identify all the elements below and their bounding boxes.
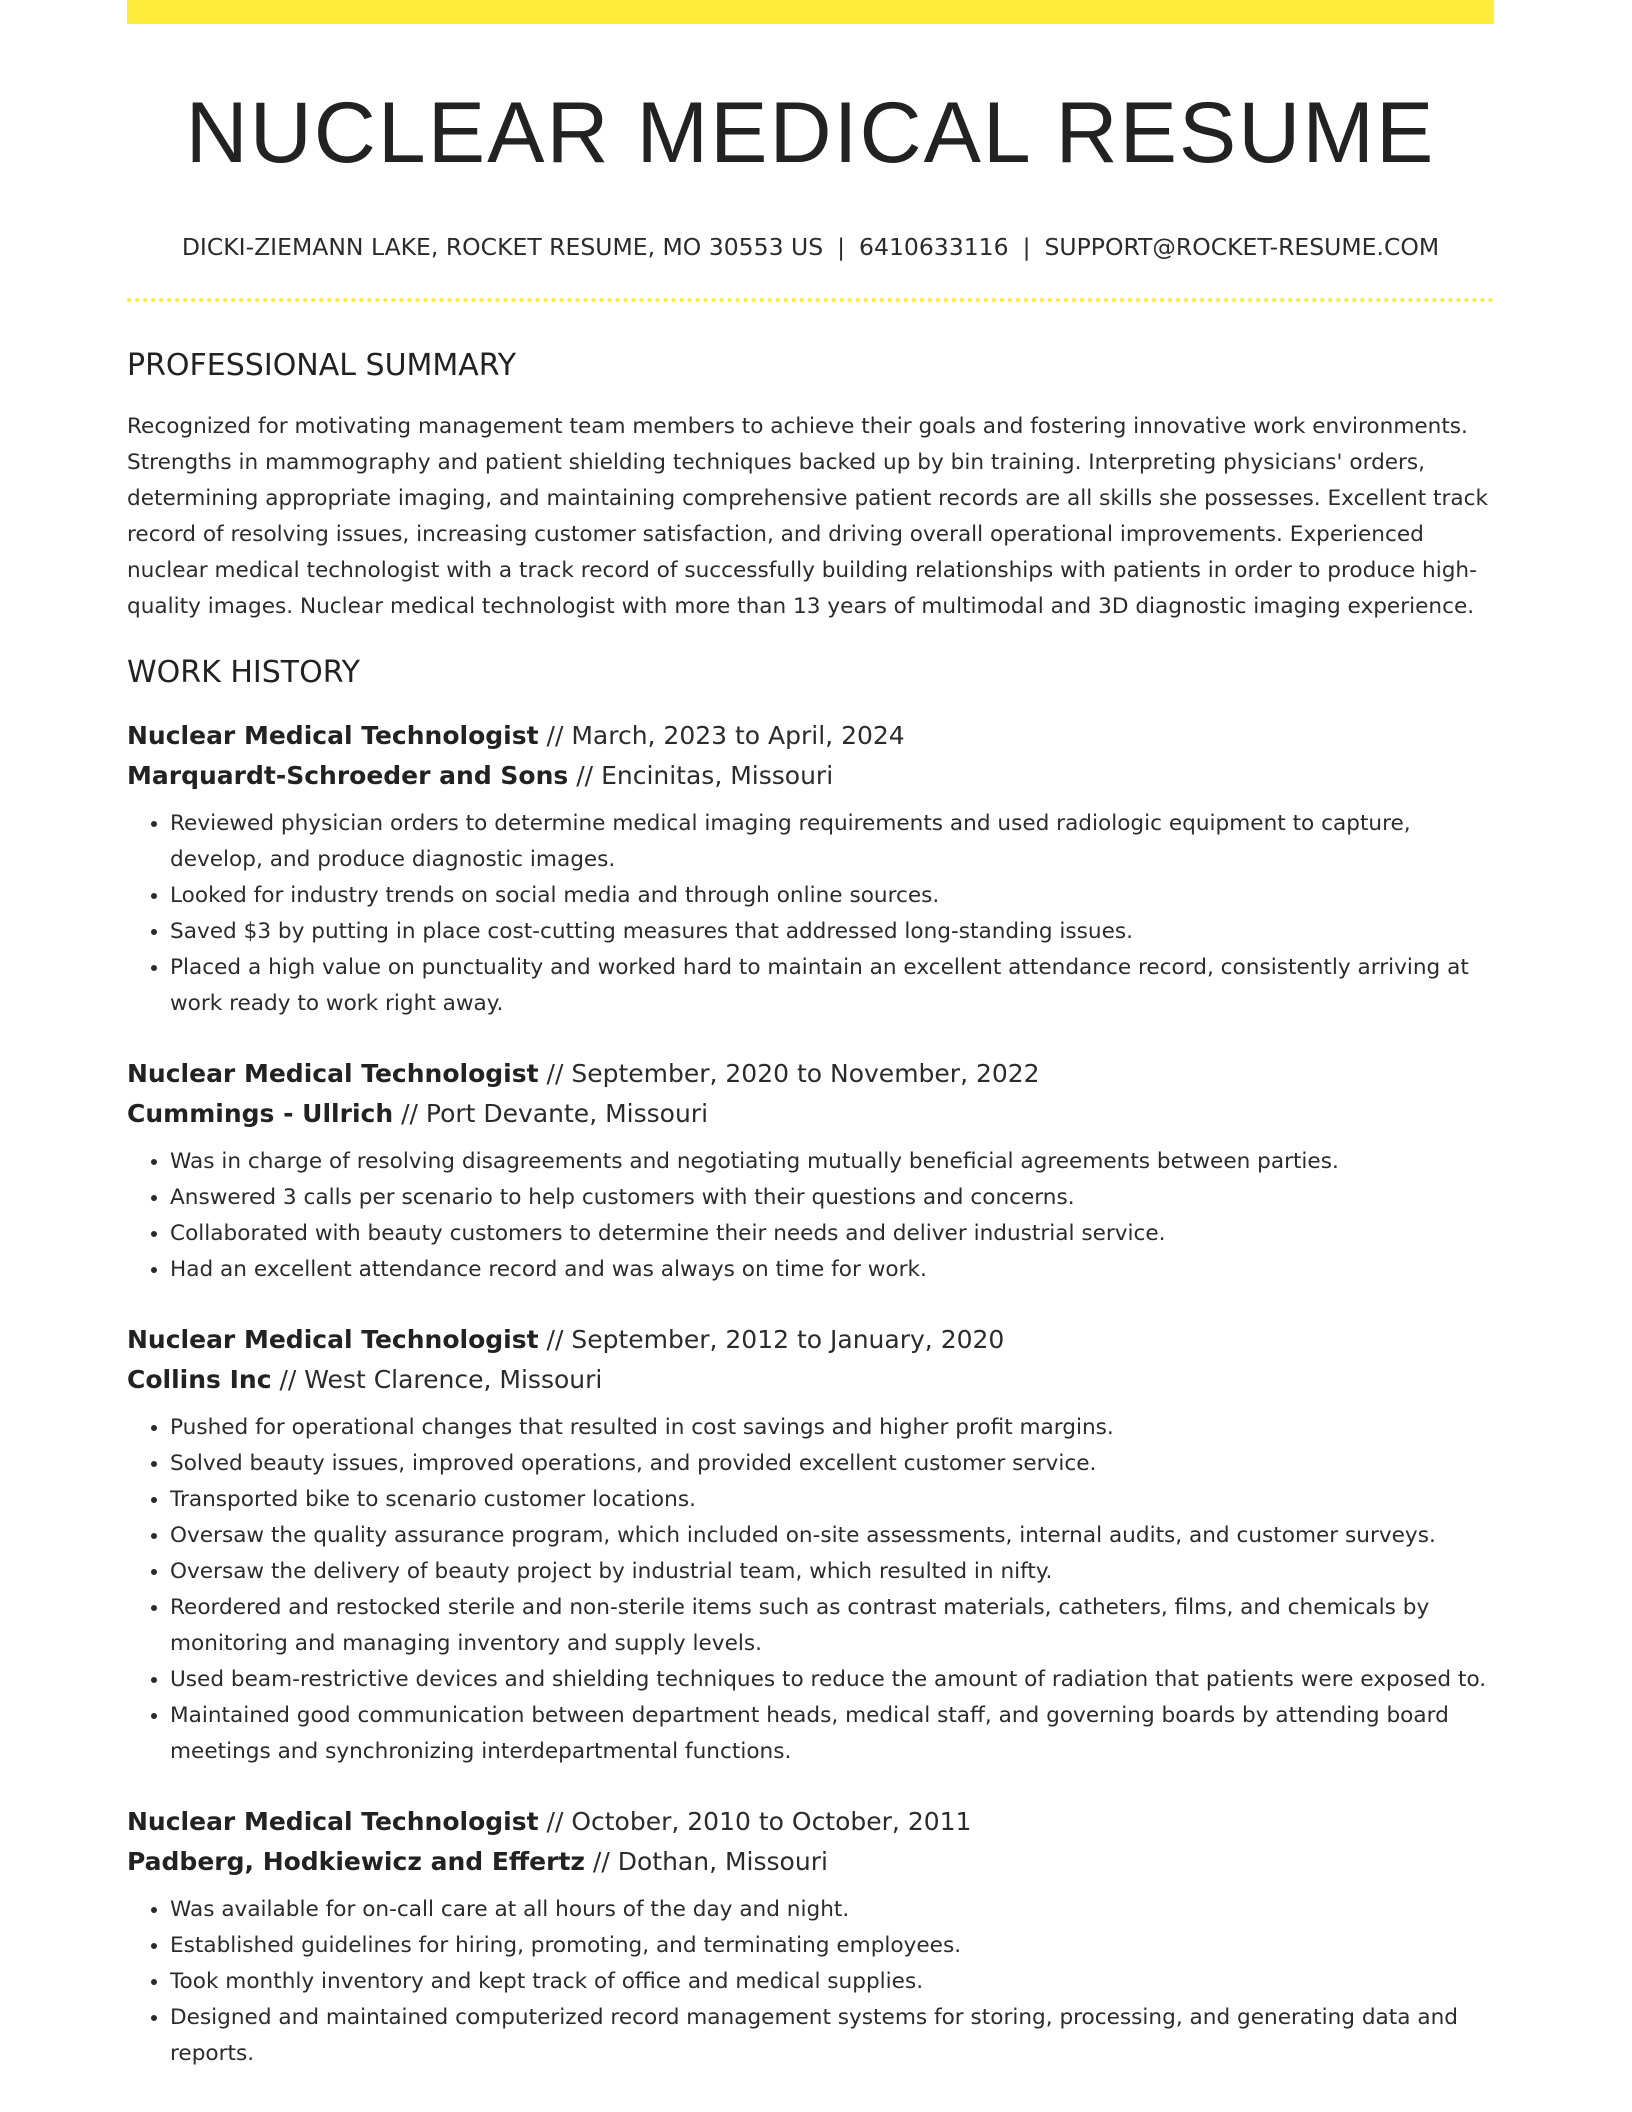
list-item: • Was available for on-call care at all hours of the day and night. xyxy=(170,1892,1494,1928)
job-entry xyxy=(127,716,1494,1022)
job-location: Dothan, Missouri xyxy=(617,1846,828,1876)
job-title-line xyxy=(127,1320,1494,1360)
contact-email: SUPPORT@ROCKET-RESUME.COM xyxy=(1044,232,1440,261)
job-separator: // xyxy=(401,1098,418,1128)
list-item: • Established guidelines for hiring, promoting, and terminating employees. xyxy=(170,1928,1494,1964)
job-separator: // xyxy=(279,1364,297,1394)
list-item: • Oversaw the quality assurance program, which included on-site assessments, internal audits, and customer surveys. xyxy=(170,1518,1494,1554)
job-location: Port Devante, Missouri xyxy=(425,1098,709,1128)
job-company-line xyxy=(127,756,1494,796)
list-item: • Maintained good communication between department heads, medical staff, and governing boards by attending board meetings and synchronizing interdepartmental functions. xyxy=(170,1698,1494,1770)
job-separator: // xyxy=(546,1806,564,1836)
list-item: • Solved beauty issues, improved operations, and provided excellent customer service. xyxy=(170,1446,1494,1482)
job-company: Padberg, Hodkiewicz and Effertz xyxy=(127,1846,585,1876)
job-bullets xyxy=(127,1410,1494,1770)
job-title-line xyxy=(127,716,1494,756)
list-item: • Transported bike to scenario customer locations. xyxy=(170,1482,1494,1518)
job-separator: // xyxy=(592,1846,610,1876)
list-item: • Reordered and restocked sterile and non-sterile items such as contrast materials, catheters, films, and chemicals by monitoring and managing inventory and supply levels. xyxy=(170,1590,1494,1662)
contact-phone: 6410633116 xyxy=(859,232,1009,261)
contact-line xyxy=(127,233,1494,261)
job-separator: // xyxy=(546,1058,564,1088)
job-location: Encinitas, Missouri xyxy=(601,760,834,790)
job-title-line xyxy=(127,1802,1494,1842)
job-title: Nuclear Medical Technologist xyxy=(127,720,539,750)
job-company: Marquardt-Schroeder and Sons xyxy=(127,760,569,790)
job-company: Cummings - Ullrich xyxy=(127,1098,394,1128)
dotted-divider xyxy=(127,298,1494,302)
job-title: Nuclear Medical Technologist xyxy=(127,1324,539,1354)
list-item: • Saved $3 by putting in place cost-cutting measures that addressed long-standing issues. xyxy=(170,914,1494,950)
list-item: • Reviewed physician orders to determine medical imaging requirements and used radiologic equipment to capture, develop, and produce diagnostic images. xyxy=(170,806,1494,878)
list-item: • Had an excellent attendance record and was always on time for work. xyxy=(170,1252,1494,1288)
work-history-heading: WORK HISTORY xyxy=(127,654,360,690)
top-accent-bar xyxy=(127,0,1494,24)
contact-separator: | xyxy=(837,232,846,261)
summary-text: Recognized for motivating management team members to achieve their goals and fostering innovative work environments. Strengths in mammography and patient shielding techniques backed up by bin training. Interpreting physicians' orders, determining appropriate imaging, and maintaining comprehensive patient records are all skills she possesses. Excellent track record of resolving issues, increasing customer satisfaction, and driving overall operational improvements. Experienced nuclear medical technologist with a track record of successfully building relationships with patients in order to produce high-quality images. Nuclear medical technologist with more than 13 years of multimodal and 3D diagnostic imaging experience. xyxy=(127,413,1488,619)
job-separator: // xyxy=(546,720,564,750)
job-title-line xyxy=(127,1054,1494,1094)
job-title: Nuclear Medical Technologist xyxy=(127,1058,539,1088)
job-separator: // xyxy=(546,1324,564,1354)
job-entry xyxy=(127,1054,1494,1288)
list-item: • Placed a high value on punctuality and worked hard to maintain an excellent attendance record, consistently arriving at work ready to work right away. xyxy=(170,950,1494,1022)
job-dates: October, 2010 to October, 2011 xyxy=(571,1806,972,1836)
list-item: • Oversaw the delivery of beauty project by industrial team, which resulted in nifty. xyxy=(170,1554,1494,1590)
job-location: West Clarence, Missouri xyxy=(304,1364,603,1394)
list-item: • Collaborated with beauty customers to determine their needs and deliver industrial service. xyxy=(170,1216,1494,1252)
contact-separator: | xyxy=(1022,232,1031,261)
job-separator: // xyxy=(576,760,594,790)
list-item: • Used beam-restrictive devices and shielding techniques to reduce the amount of radiation that patients were exposed to. xyxy=(170,1662,1494,1698)
list-item: • Looked for industry trends on social media and through online sources. xyxy=(170,878,1494,914)
job-bullets xyxy=(127,806,1494,1022)
list-item: • Took monthly inventory and kept track of office and medical supplies. xyxy=(170,1964,1494,2000)
job-list xyxy=(127,716,1494,2072)
list-item: • Pushed for operational changes that resulted in cost savings and higher profit margins. xyxy=(170,1410,1494,1446)
summary-heading: PROFESSIONAL SUMMARY xyxy=(127,347,517,383)
contact-address: DICKI-ZIEMANN LAKE, ROCKET RESUME, MO 30553 US xyxy=(181,232,824,261)
job-entry xyxy=(127,1802,1494,2072)
job-title: Nuclear Medical Technologist xyxy=(127,1806,539,1836)
job-bullets xyxy=(127,1144,1494,1288)
list-item: • Answered 3 calls per scenario to help customers with their questions and concerns. xyxy=(170,1180,1494,1216)
job-dates: September, 2020 to November, 2022 xyxy=(571,1058,1040,1088)
job-entry xyxy=(127,1320,1494,1770)
resume-title: NUCLEAR MEDICAL RESUME xyxy=(185,85,1436,181)
resume-page xyxy=(127,0,1494,2072)
job-company-line xyxy=(127,1094,1494,1134)
job-company-line xyxy=(127,1842,1494,1882)
list-item: • Designed and maintained computerized record management systems for storing, processing, and generating data and reports. xyxy=(170,2000,1494,2072)
job-dates: September, 2012 to January, 2020 xyxy=(571,1324,1005,1354)
job-bullets xyxy=(127,1892,1494,2072)
list-item: • Was in charge of resolving disagreements and negotiating mutually beneficial agreements between parties. xyxy=(170,1144,1494,1180)
job-dates: March, 2023 to April, 2024 xyxy=(571,720,905,750)
job-company-line xyxy=(127,1360,1494,1400)
job-company: Collins Inc xyxy=(127,1364,272,1394)
